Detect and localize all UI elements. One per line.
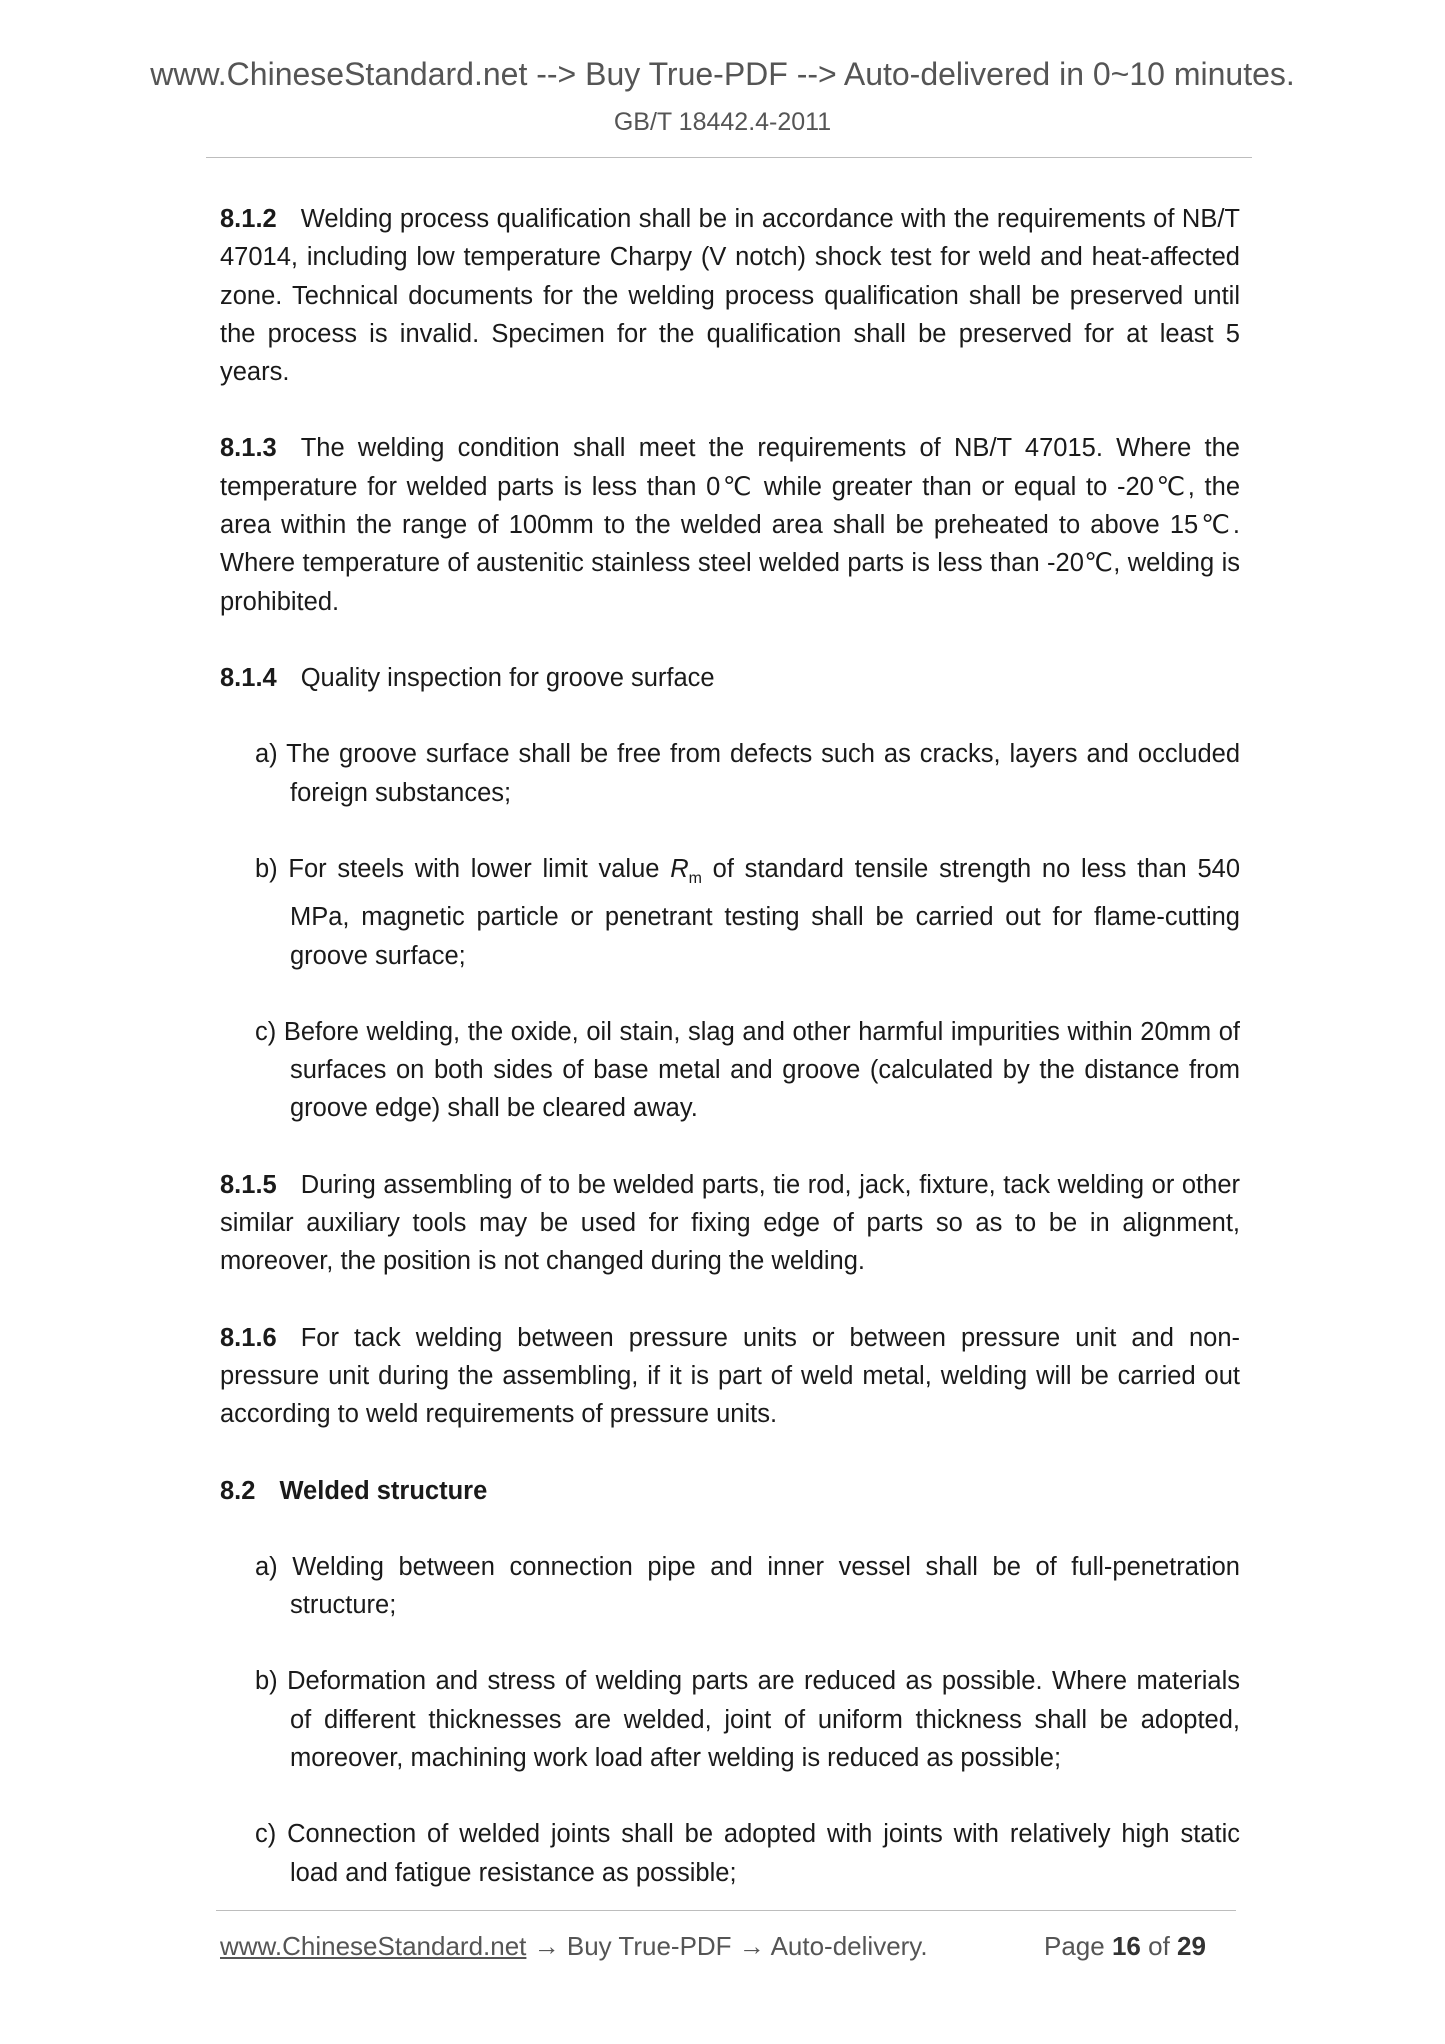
symbol-subscript: m xyxy=(688,869,702,887)
section-number: 8.2 xyxy=(220,1476,256,1505)
footer-divider xyxy=(216,1910,1236,1911)
page-number: 16 xyxy=(1111,1931,1141,1961)
header-banner: www.ChineseStandard.net --> Buy True-PDF --> Auto-delivered in 0~10 minutes. xyxy=(150,56,1295,92)
clause-8-1-6 xyxy=(220,1319,1240,1434)
page-total: 29 xyxy=(1177,1931,1206,1961)
clause-8-1-2 xyxy=(220,200,1240,391)
clause-number: 8.1.2 xyxy=(220,205,277,233)
clause-text: Quality inspection for groove surface xyxy=(300,663,715,692)
symbol-r: R xyxy=(670,854,689,883)
section-heading-8-2 xyxy=(220,1472,1240,1510)
clause-text: For tack welding between pressure units or between pressure unit and non-pressure unit during the assembling, if it is part of weld metal, welding will be carried out according to weld requirements of pressure units. xyxy=(220,1323,1240,1429)
list-item: a) The groove surface shall be free from defects such as cracks, layers and occluded foreign substances; xyxy=(255,740,1240,807)
item-text: of standard tensile strength no less than 540 MPa, magnetic particle or penetrant testing shall be carried out for flame-cutting groove surface; xyxy=(290,854,1241,970)
clause-8-1-5 xyxy=(220,1166,1240,1281)
site-link[interactable]: www.ChineseStandard.net xyxy=(220,1931,527,1961)
clause-text: Welding process qualification shall be in accordance with the requirements of NB/T 47014, including low temperature Charpy (V notch) shock test for weld and heat-affected zone. Technical documents for the welding process qualification shall be preserved until the process is invalid. Specimen for the qualification shall be preserved for at least 5 years. xyxy=(220,205,1240,387)
footer-tagline: → Buy True-PDF → Auto-delivery. xyxy=(526,1931,928,1961)
list-item: c) Before welding, the oxide, oil stain, slag and other harmful impurities within 20mm of surfaces on both sides of base metal and groove (calculated by the distance from groove edge) shall be cleared away. xyxy=(255,1017,1240,1123)
item-text: b) For steels with lower limit value xyxy=(255,854,671,883)
list-item: c) Connection of welded joints shall be adopted with joints with relatively high static load and fatigue resistance as possible; xyxy=(255,1820,1240,1887)
page-indicator xyxy=(1044,1931,1206,1962)
list-item: b) Deformation and stress of welding parts are reduced as possible. Where materials of different thicknesses are welded, joint of uniform thickness shall be adopted, moreover, machining work load after welding is reduced as possible; xyxy=(255,1667,1240,1772)
clause-text: The welding condition shall meet the requirements of NB/T 47015. Where the temperature for welded parts is less than 0℃ while greater than or equal to -20℃, the area within the range of 100mm to the welded area shall be preheated to above 15℃. Where temperature of austenitic stainless steel welded parts is less than -20℃, welding is prohibited. xyxy=(220,434,1240,616)
section-title: Welded structure xyxy=(279,1476,488,1505)
clause-number: 8.1.6 xyxy=(220,1323,277,1352)
clause-number: 8.1.3 xyxy=(220,434,277,463)
clause-number: 8.1.5 xyxy=(220,1170,277,1199)
standard-code: GB/T 18442.4-2011 xyxy=(613,108,832,136)
header-divider xyxy=(206,157,1252,158)
list-item xyxy=(255,850,1240,975)
page-label: Page xyxy=(1044,1931,1105,1961)
document-body xyxy=(220,200,1240,1892)
of-label: of xyxy=(1148,1931,1170,1961)
clause-number: 8.1.4 xyxy=(220,663,277,692)
clause-8-1-4 xyxy=(220,659,1240,697)
clause-8-1-3 xyxy=(220,429,1240,620)
clause-text: During assembling of to be welded parts, tie rod, jack, fixture, tack welding or other similar auxiliary tools may be used for fixing edge of parts so as to be in alignment, moreover, the position is not changed during the welding. xyxy=(220,1170,1240,1276)
list-item: a) Welding between connection pipe and inner vessel shall be of full-penetration structure; xyxy=(255,1552,1240,1620)
footer-links xyxy=(220,1931,928,1962)
